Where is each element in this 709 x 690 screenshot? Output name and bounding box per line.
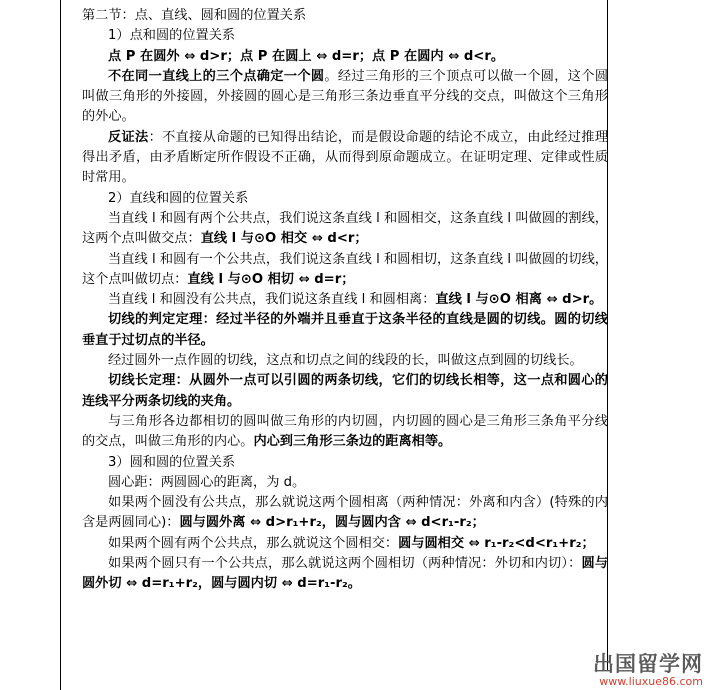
s3-heading: 3）圆和圆的位置关系 <box>108 454 236 470</box>
tangent-length-text: 经过圆外一点作圆的切线，这点和切点之间的线段的长，叫做这点到圆的切线长。 <box>108 353 583 369</box>
proof-bold: 反证法 <box>108 129 149 145</box>
center-distance: 圆心距：两圆圆心的距离，为 d。 <box>108 474 306 490</box>
point-circle-relations: 点 P 在圆外 ⇔ d>r；点 P 在圆上 ⇔ d=r；点 P 在圆内 ⇔ d<r。 <box>108 48 505 64</box>
separate-text: 当直线 l 和圆没有公共点，我们说这条直线 l 和圆相离： <box>108 292 436 308</box>
section-title: 第二节：点、直线、圆和圆的位置关系 <box>82 8 307 23</box>
tangent-paragraph <box>82 250 608 291</box>
incircle-bold: 内心到三角形三条边的距离相等。 <box>253 434 452 450</box>
separate-paragraph <box>82 290 608 310</box>
secant-paragraph <box>82 209 608 250</box>
circles-separate-paragraph <box>82 493 608 534</box>
circles-intersect-formula: 圆与圆相交 ⇔ r₁-r₂<d<r₁+r₂； <box>398 535 595 551</box>
circles-tangent-paragraph <box>82 554 608 595</box>
table-border-left <box>60 0 61 690</box>
secant-text: 当直线 l 和圆有两个公共点，我们说这条直线 l 和圆相交，这条直线 l 叫做圆的割线，这两个点叫做交点： <box>82 210 608 247</box>
s1-heading: 1）点和圆的位置关系 <box>108 28 236 44</box>
document-body <box>82 6 608 595</box>
proof-paragraph <box>82 128 608 189</box>
watermark <box>593 652 703 688</box>
proof-text: ：不直接从命题的已知得出结论，而是假设命题的结论不成立，由此经过推理得出矛盾，由矛盾断定所作假设不正确，从而得到原命题成立。在证明定理、定律或性质时常用。 <box>82 129 609 186</box>
watermark-url: www.liuxue86.com <box>599 675 703 688</box>
circles-separate-text: 如果两个圆没有公共点，那么就说这两个圆相离（两种情况：外离和内含）(特殊的内含是两圆同心)： <box>82 495 608 531</box>
separate-formula: 直线 l 与⊙O 相离 ⇔ d>r。 <box>435 292 603 308</box>
three-points-bold: 不在同一直线上的三个点确定一个圆 <box>108 68 325 84</box>
three-points-text: 。经过三角形的三个顶点可以做一个圆，这个圆叫做三角形的外接圆，外接圆的圆心是三角形三条边垂直平分线的交点，叫做这个三角形的外心。 <box>82 68 609 125</box>
circles-intersect-text: 如果两个圆有两个公共点，那么就说这个圆相交： <box>108 535 399 551</box>
secant-formula: 直线 l 与⊙O 相交 ⇔ d<r； <box>200 231 368 247</box>
s2-heading: 2）直线和圆的位置关系 <box>108 190 249 206</box>
watermark-name: 出国留学网 <box>593 652 703 676</box>
incircle-paragraph <box>82 412 608 453</box>
circles-intersect-paragraph <box>82 534 608 554</box>
tangent-formula: 直线 l 与⊙O 相切 ⇔ d=r； <box>187 271 355 287</box>
tangent-length-theorem: 切线长定理：从圆外一点可以引圆的两条切线，它们的切线长相等，这一点和圆心的连线平分两条切线的夹角。 <box>82 373 608 409</box>
circles-tangent-text: 如果两个圆只有一个公共点，那么就说这两个圆相切（两种情况：外切和内切）： <box>108 556 582 572</box>
tangent-criterion: 切线的判定定理：经过半径的外端并且垂直于这条半径的直线是圆的切线。圆的切线垂直于过切点的半径。 <box>82 312 608 348</box>
tangent-text: 当直线 l 和圆有一个公共点，我们说这条直线 l 和圆相切，这条直线 l 叫做圆的切线，这个点叫做切点： <box>82 251 608 287</box>
incircle-text: 与三角形各边都相切的圆叫做三角形的内切圆，内切圆的圆心是三角形三条角平分线的交点，叫做三角形的内心。 <box>82 413 608 450</box>
circles-tangent-formula: 圆与圆外切 ⇔ d=r₁+r₂，圆与圆内切 ⇔ d=r₁-r₂。 <box>82 556 608 592</box>
circles-separate-formula: 圆与圆外离 ⇔ d>r₁+r₂，圆与圆内含 ⇔ d<r₁-r₂； <box>179 515 485 531</box>
three-points-paragraph <box>82 67 608 128</box>
